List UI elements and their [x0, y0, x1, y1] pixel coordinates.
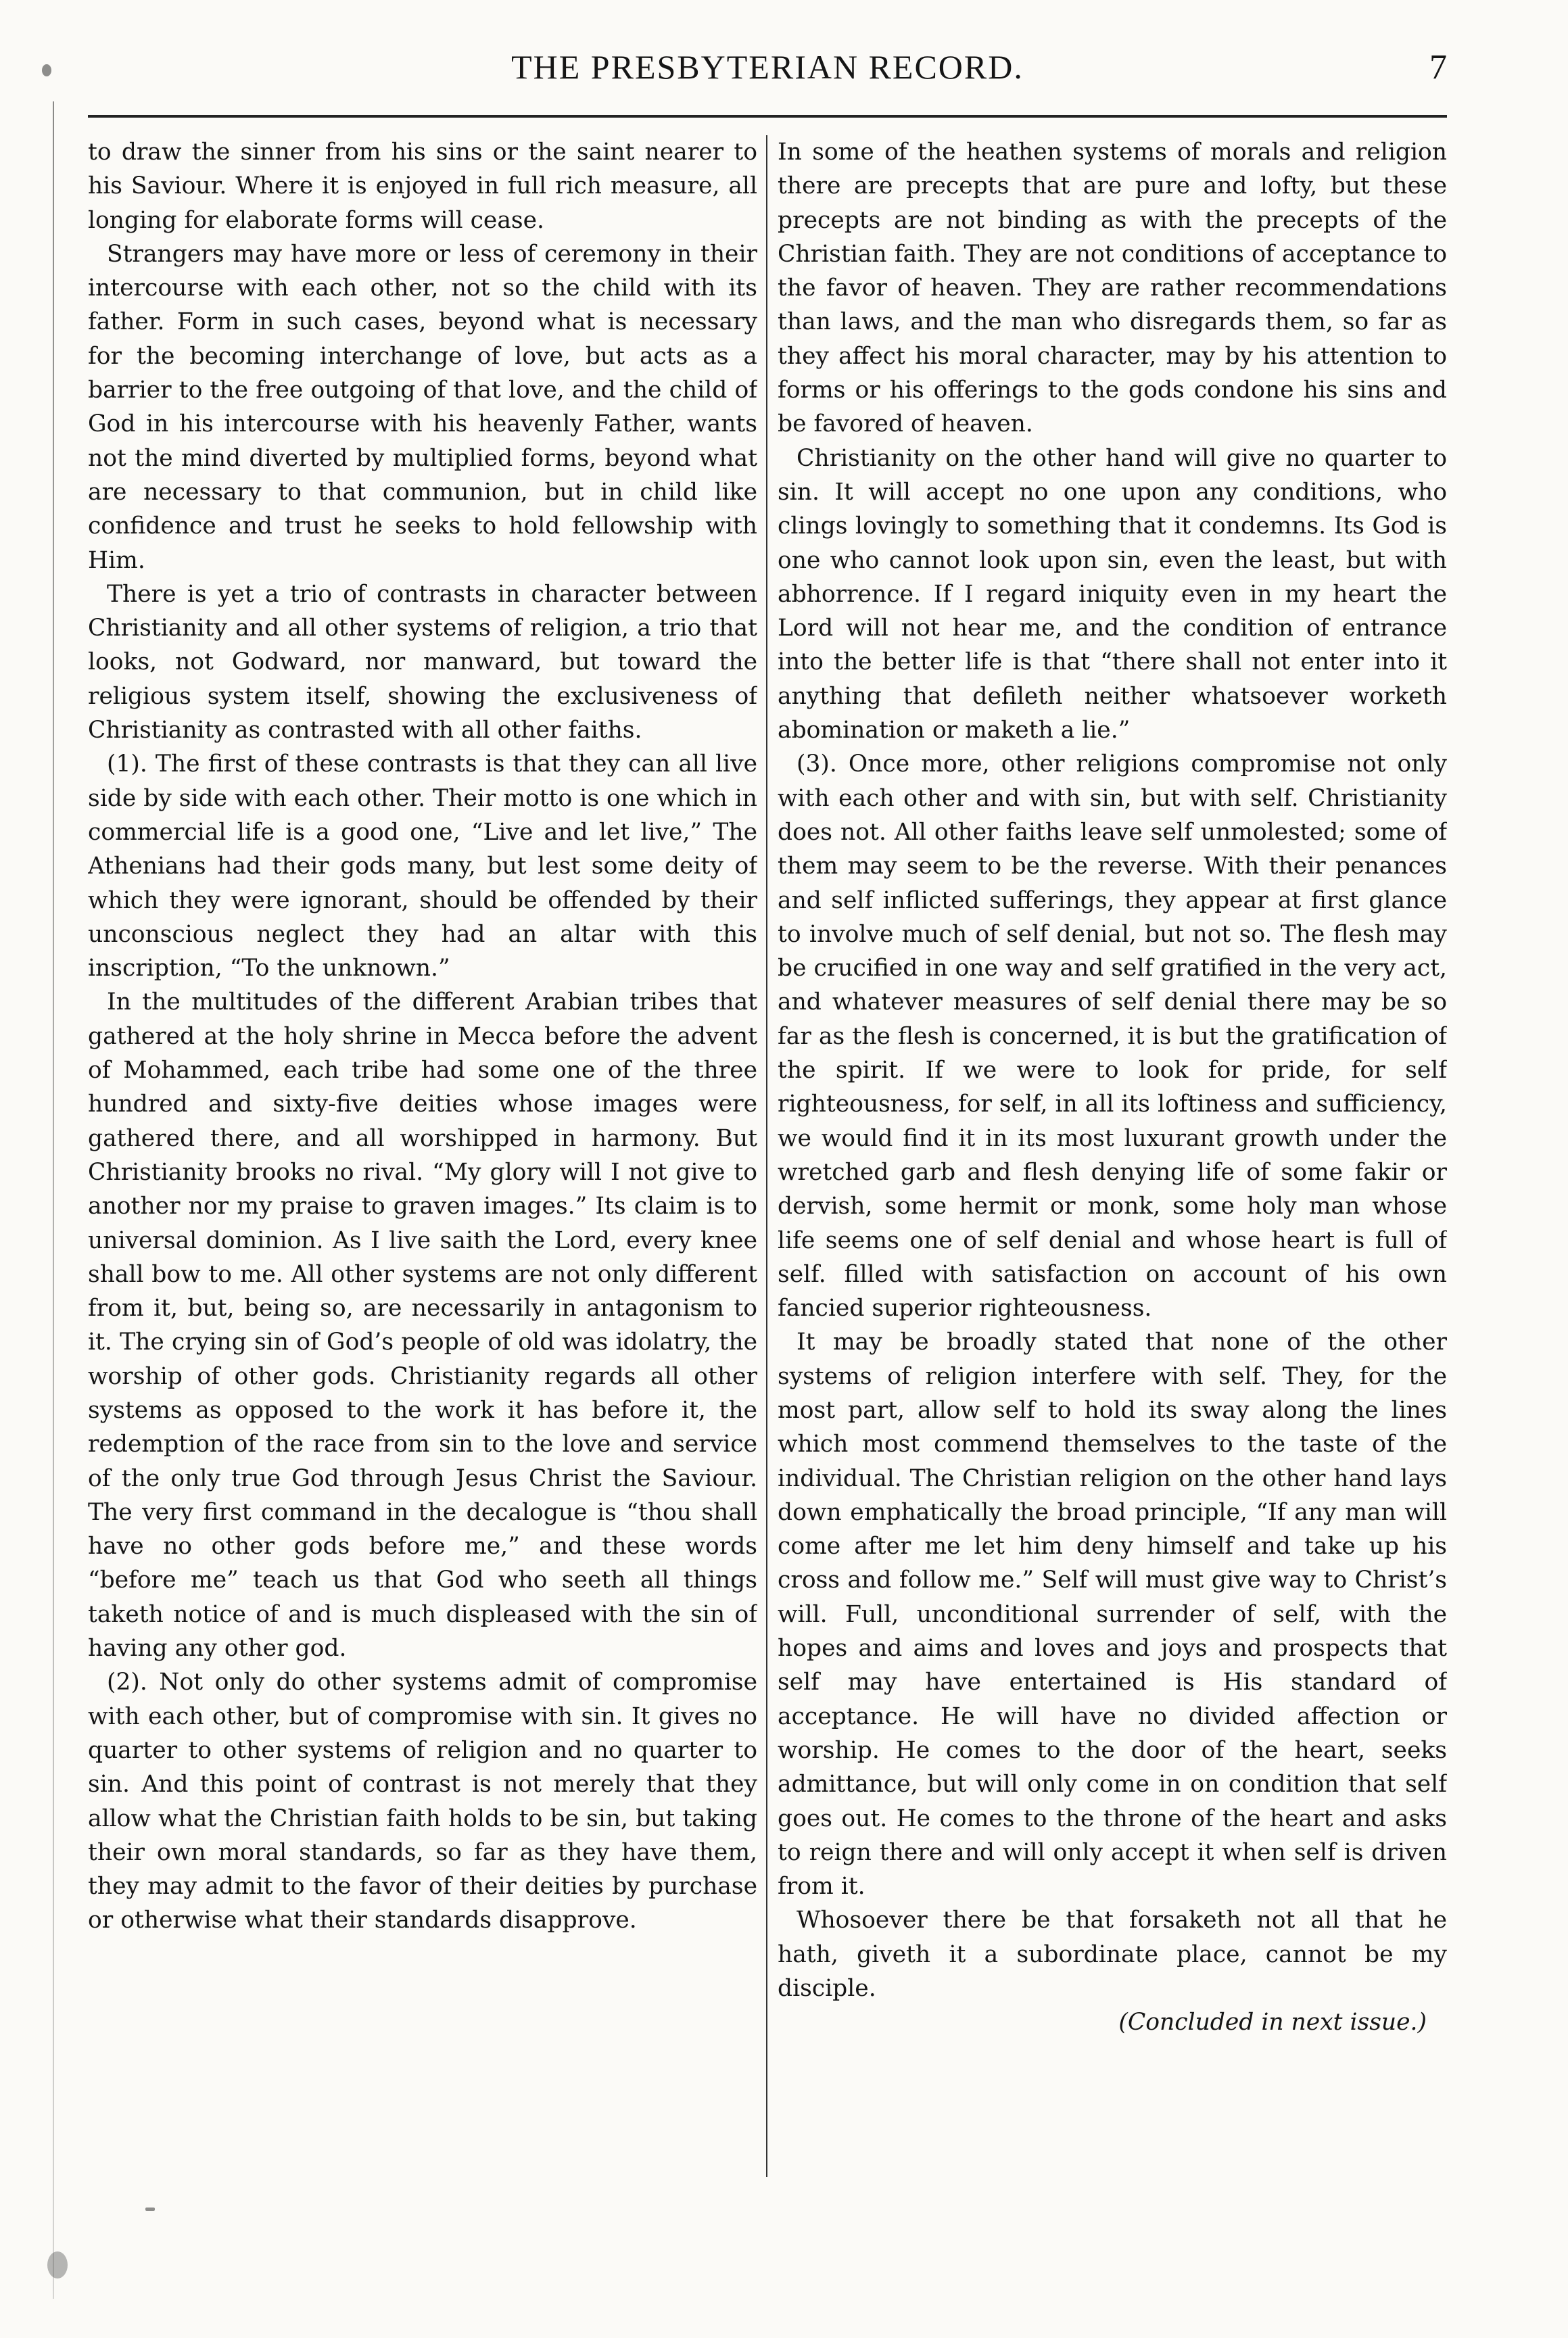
page-header — [88, 47, 1447, 115]
ink-smudge — [145, 2208, 155, 2211]
left-column — [88, 135, 757, 2191]
ink-smudge — [42, 64, 51, 76]
header-rule — [88, 115, 1447, 118]
paragraph: (3). Once more, other religions compromise not only with each other and with sin, but with self. Christianity does not. All other faiths leave self unmolested; some of them may seem to be the reverse. With their penances and self inflicted sufferings, they appear at first glance to involve much of self denial, but not so. The flesh may be crucified in one way and self gratified in the very act, and whatever measures of self denial there may be so far as the flesh is concerned, it is but the gratification of the spirit. If we were to look for pride, for self righteousness, for self, in all its loftiness and sufficiency, we would find it in its most luxurant growth under the wretched garb and flesh denying life of some fakir or dervish, some hermit or monk, some holy man whose life seems one of self denial and whose heart is full of self. filled with satisfaction on account of his own fancied superior righteousness. — [778, 750, 1447, 1322]
paragraph: (2). Not only do other systems admit of compromise with each other, but of compromise with sin. It gives no quarter to other systems of religion and no quarter to sin. And this point of contrast is not merely that they allow what the Christian faith holds to be sin, but taking their own moral standards, so far as they have them, they may admit to the favor of their deities by purchase or otherwise what their standards disapprove. — [88, 1669, 757, 1934]
paragraph: (1). The first of these contrasts is that they can all live side by side with each other. Their motto is one which in commercial life is a good one, “Live and let live,” The Athenians had their gods many, but lest some deity of which they were ignorant, should be offended by their unconscious neglect they had an altar with this inscription, “To the unknown.” — [88, 750, 757, 982]
page-edge-scan-artifact — [53, 101, 54, 2299]
column-divider — [766, 135, 767, 2177]
paragraph: It may be broadly stated that none of the other systems of religion interfere with self. They, for the most part, allow self to hold its sway along the lines which most commend themselves to the taste of the individual. The Christian religion on the other hand lays down emphatically the broad principle, “If any man will come after me let him deny himself and take up his cross and follow me.” Self will must give way to Christ’s will. Full, unconditional surrender of self, with the hopes and aims and loves and joys and prospects that self may have entertained is His standard of acceptance. He will have no divided affection or worship. He comes to the door of the heart, seeks admittance, but will only come in on condition that self goes out. He comes to the throne of the heart and asks to reign there and will only accept it when self is driven from it. — [778, 1329, 1447, 1901]
paragraph: to draw the sinner from his sins or the saint nearer to his Saviour. Where it is enjoyed in full rich measure, all longing for elaborate forms will cease. — [88, 139, 757, 234]
paragraph: Christianity on the other hand will give no quarter to sin. It will accept no one upon any conditions, who clings lovingly to something that it condemns. Its God is one who cannot look upon sin, even the least, but with abhorrence. If I regard iniquity even in my heart the Lord will not hear me, and the condition of entrance into the better life is that “there shall not enter into it anything that defileth neither whatsoever worketh abomination or maketh a lie.” — [778, 444, 1447, 744]
journal-title: THE PRESBYTERIAN RECORD. — [511, 48, 1024, 86]
right-column — [778, 135, 1447, 2191]
paragraph: Whosoever there be that forsaketh not all that he hath, giveth it a subordinate place, cannot be my disciple. — [778, 1907, 1447, 2003]
paragraph: There is yet a trio of contrasts in character between Christianity and all other systems of religion, a trio that looks, not Godward, nor manward, but toward the religious system itself, showing the exclusiveness of Christianity as contrasted with all other faiths. — [88, 580, 757, 744]
ink-smudge — [47, 2251, 68, 2279]
paragraph: In the multitudes of the different Arabian tribes that gathered at the holy shrine in Mecca before the advent of Mohammed, each tribe had some one of the three hundred and sixty-five deities whose images were gathered there, and all worshipped in harmony. But Christianity brooks no rival. “My glory will I not give to another nor my praise to graven images.” Its claim is to universal dominion. As I live saith the Lord, every knee shall bow to me. All other systems are not only different from it, but, being so, are necessarily in antagonism to it. The crying sin of God’s people of old was idolatry, the worship of other gods. Christianity regards all other systems as opposed to the work it has before it, the redemption of the race from sin to the love and service of the only true God through Jesus Christ the Saviour. The very first command in the decalogue is “thou shall have no other gods before me,” and these words “before me” teach us that God who seeth all things taketh notice of and is much displeased with the sin of having any other god. — [88, 988, 757, 1663]
paragraph: Strangers may have more or less of ceremony in their intercourse with each other, not so the child with its father. Form in such cases, beyond what is necessary for the becoming interchange of love, but acts as a barrier to the free outgoing of that love, and the child of God in his intercourse with his heavenly Father, wants not the mind diverted by multiplied forms, beyond what are necessary to that communion, but in child like confidence and trust he seeks to hold fellowship with Him. — [88, 240, 757, 574]
continued-notice: (Concluded in next issue.) — [1118, 2009, 1427, 2036]
page-number: 7 — [1429, 48, 1447, 87]
paragraph: In some of the heathen systems of morals and religion there are precepts that are pure and lofty, but these precepts are not binding as with the precepts of the Christian faith. They are not conditions of acceptance to the favor of heaven. They are rather recommendations than laws, and the man who disregards them, so far as they affect his moral character, may by his attention to forms or his offerings to the gods condone his sins and be favored of heaven. — [778, 139, 1447, 438]
